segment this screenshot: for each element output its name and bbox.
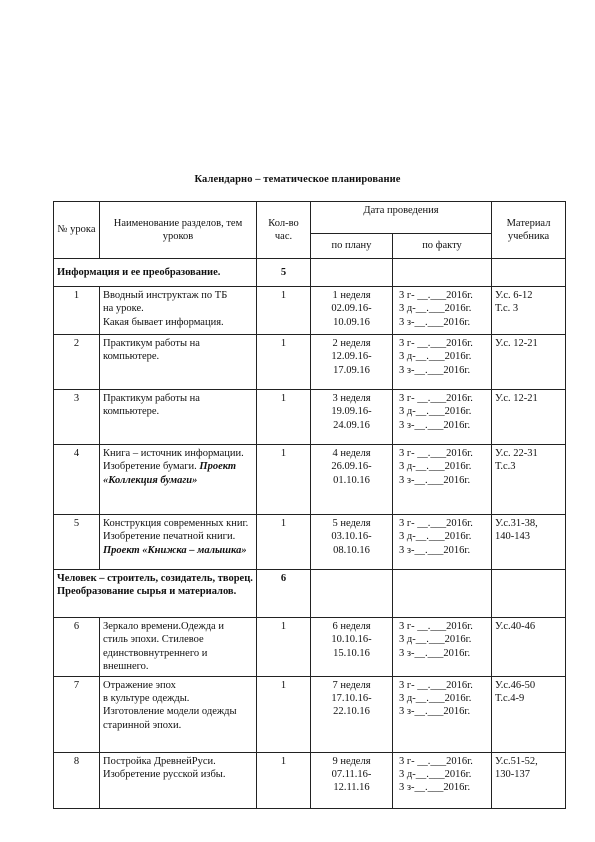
planned-date-line: 10.09.16 bbox=[333, 316, 370, 328]
section-row bbox=[54, 570, 566, 618]
planned-date bbox=[311, 515, 393, 570]
project-title: Проект «Книжка – малышка» bbox=[103, 544, 247, 556]
material-line: У.с.46-50 bbox=[495, 679, 536, 691]
actual-date-line: 3 з-__.___2016г. bbox=[399, 647, 471, 659]
section-title: Человек – строитель, созидатель, творец. Преобразование сырья и материалов. bbox=[54, 570, 257, 618]
textbook-material bbox=[492, 287, 566, 335]
actual-date-line: 3 г- __.___2016г. bbox=[399, 338, 473, 349]
lesson-number: 2 bbox=[54, 335, 100, 390]
topic-line: Вводный инструктаж по ТБ bbox=[103, 290, 228, 301]
actual-date-line: 3 з-__.___2016г. bbox=[399, 706, 471, 718]
actual-date bbox=[393, 752, 492, 808]
textbook-material bbox=[492, 676, 566, 752]
topic-line: компьютере. bbox=[103, 406, 160, 418]
section-hours: 5 bbox=[257, 259, 311, 287]
textbook-material bbox=[492, 390, 566, 445]
actual-date-line: 3 г- __.___2016г. bbox=[399, 393, 473, 404]
lesson-number: 3 bbox=[54, 390, 100, 445]
lesson-topic bbox=[100, 515, 257, 570]
actual-date-line: 3 з-__.___2016г. bbox=[399, 544, 471, 556]
planned-date-line: 07.11.16- bbox=[331, 769, 372, 781]
topic-line: единствовнутреннего и bbox=[103, 647, 208, 659]
lesson-topic bbox=[100, 752, 257, 808]
planned-date bbox=[311, 752, 393, 808]
planned-date-line: 9 неделя bbox=[332, 755, 371, 767]
material-line: Т.с.4-9 bbox=[495, 693, 525, 705]
lesson-number: 6 bbox=[54, 618, 100, 677]
topic-line: на уроке. bbox=[103, 303, 144, 315]
material-line: 140-143 bbox=[495, 531, 531, 543]
topic-line: компьютере. bbox=[103, 351, 160, 363]
lesson-row bbox=[54, 445, 566, 515]
actual-date bbox=[393, 390, 492, 445]
lesson-row bbox=[54, 390, 566, 445]
empty-cell bbox=[492, 570, 566, 618]
lesson-topic bbox=[100, 287, 257, 335]
topic-line: Зеркало времени.Одежда и bbox=[103, 621, 224, 632]
material-line: У.с. 12-21 bbox=[495, 393, 538, 404]
planned-date-line: 24.09.16 bbox=[333, 419, 370, 431]
actual-date-line: 3 з-__.___2016г. bbox=[399, 364, 471, 376]
section-hours: 6 bbox=[257, 570, 311, 618]
topic-line: внешнего. bbox=[103, 661, 149, 673]
lesson-number: 8 bbox=[54, 752, 100, 808]
actual-date-line: 3 з-__.___2016г. bbox=[399, 782, 471, 794]
lesson-row bbox=[54, 335, 566, 390]
planned-date-line: 12.11.16 bbox=[333, 782, 370, 794]
actual-date-line: 3 д-__.___2016г. bbox=[399, 303, 472, 315]
material-line: У.с.51-52, bbox=[495, 755, 538, 767]
lesson-number: 1 bbox=[54, 287, 100, 335]
material-line: У.с. 12-21 bbox=[495, 338, 538, 349]
topic-line: старинной эпохи. bbox=[103, 719, 182, 731]
material-line: Т.с. 3 bbox=[495, 303, 519, 315]
lesson-row bbox=[54, 752, 566, 808]
actual-date bbox=[393, 515, 492, 570]
planned-date-line: 2 неделя bbox=[332, 338, 371, 349]
actual-date bbox=[393, 287, 492, 335]
material-line: 130-137 bbox=[495, 769, 531, 781]
material-line: У.с.40-46 bbox=[495, 621, 536, 632]
actual-date bbox=[393, 618, 492, 677]
lesson-hours: 1 bbox=[257, 390, 311, 445]
textbook-material bbox=[492, 618, 566, 677]
actual-date-line: 3 г- __.___2016г. bbox=[399, 621, 473, 632]
planned-date bbox=[311, 445, 393, 515]
header-lesson-number: № урока bbox=[54, 202, 100, 259]
header-section-name: Наименование разделов, тем уроков bbox=[100, 202, 257, 259]
planned-date-line: 26.09.16- bbox=[331, 461, 372, 473]
actual-date-line: 3 г- __.___2016г. bbox=[399, 679, 473, 691]
header-date: Дата проведения bbox=[311, 202, 492, 234]
planned-date bbox=[311, 335, 393, 390]
lesson-topic bbox=[100, 618, 257, 677]
planned-date-line: 1 неделя bbox=[332, 290, 371, 301]
planned-date-line: 17.10.16- bbox=[331, 693, 372, 705]
planned-date-line: 19.09.16- bbox=[331, 406, 372, 418]
empty-cell bbox=[393, 570, 492, 618]
project-title: Проект «Коллекция бумаги» bbox=[103, 461, 237, 486]
planned-date bbox=[311, 676, 393, 752]
section-title: Информация и ее преобразование. bbox=[54, 259, 257, 287]
lesson-row bbox=[54, 676, 566, 752]
planned-date bbox=[311, 618, 393, 677]
textbook-material bbox=[492, 445, 566, 515]
header-by-plan: по плану bbox=[311, 234, 393, 259]
empty-cell bbox=[311, 259, 393, 287]
actual-date-line: 3 д-__.___2016г. bbox=[399, 531, 472, 543]
actual-date-line: 3 г- __.___2016г. bbox=[399, 290, 473, 301]
planned-date-line: 12.09.16- bbox=[331, 351, 372, 363]
lesson-hours: 1 bbox=[257, 287, 311, 335]
actual-date-line: 3 з-__.___2016г. bbox=[399, 474, 471, 486]
planned-date-line: 17.09.16 bbox=[333, 364, 370, 376]
lesson-number: 4 bbox=[54, 445, 100, 515]
topic-line: в культуре одежды. bbox=[103, 693, 190, 705]
empty-cell bbox=[393, 259, 492, 287]
planned-date-line: 15.10.16 bbox=[333, 647, 370, 659]
lesson-topic bbox=[100, 335, 257, 390]
lesson-hours: 1 bbox=[257, 618, 311, 677]
planned-date-line: 4 неделя bbox=[332, 448, 371, 459]
planned-date bbox=[311, 287, 393, 335]
planned-date-line: 22.10.16 bbox=[333, 706, 370, 718]
empty-cell bbox=[492, 259, 566, 287]
topic-line: Отражение эпох bbox=[103, 679, 176, 691]
lesson-hours: 1 bbox=[257, 752, 311, 808]
actual-date-line: 3 д-__.___2016г. bbox=[399, 769, 472, 781]
actual-date bbox=[393, 445, 492, 515]
planned-date-line: 3 неделя bbox=[332, 393, 371, 404]
header-by-fact: по факту bbox=[393, 234, 492, 259]
planned-date-line: 5 неделя bbox=[332, 518, 371, 529]
actual-date bbox=[393, 335, 492, 390]
planned-date-line: 03.10.16- bbox=[331, 531, 372, 543]
lesson-hours: 1 bbox=[257, 515, 311, 570]
empty-cell bbox=[311, 570, 393, 618]
material-line: У.с.31-38, bbox=[495, 518, 538, 529]
actual-date bbox=[393, 676, 492, 752]
lesson-row bbox=[54, 515, 566, 570]
material-line: У.с. 6-12 bbox=[495, 290, 533, 301]
material-line: У.с. 22-31 bbox=[495, 448, 538, 459]
actual-date-line: 3 г- __.___2016г. bbox=[399, 518, 473, 529]
topic-line: Практикум работы на bbox=[103, 338, 200, 349]
lesson-hours: 1 bbox=[257, 335, 311, 390]
planned-date-line: 10.10.16- bbox=[331, 634, 372, 646]
material-line: Т.с.3 bbox=[495, 461, 516, 473]
planned-date-line: 02.09.16- bbox=[331, 303, 372, 315]
calendar-plan-table bbox=[53, 201, 566, 809]
planned-date-line: 01.10.16 bbox=[333, 474, 370, 486]
topic-line: Изготовление модели одежды bbox=[103, 706, 237, 718]
actual-date-line: 3 з-__.___2016г. bbox=[399, 316, 471, 328]
lesson-hours: 1 bbox=[257, 676, 311, 752]
header-material: Материал учебника bbox=[492, 202, 566, 259]
topic-line: Изобретение русской избы. bbox=[103, 769, 226, 781]
planned-date-line: 08.10.16 bbox=[333, 544, 370, 556]
topic-text: Книга – источник информации. Изобретение бумаги. bbox=[103, 448, 244, 473]
planned-date bbox=[311, 390, 393, 445]
actual-date-line: 3 д-__.___2016г. bbox=[399, 461, 472, 473]
textbook-material bbox=[492, 335, 566, 390]
lesson-hours: 1 bbox=[257, 445, 311, 515]
topic-line: стиль эпохи. Стилевое bbox=[103, 634, 204, 646]
actual-date-line: 3 г- __.___2016г. bbox=[399, 448, 473, 459]
topic-line: Практикум работы на bbox=[103, 393, 200, 404]
lesson-topic bbox=[100, 390, 257, 445]
topic-line: Какая бывает информация. bbox=[103, 316, 224, 328]
lesson-number: 5 bbox=[54, 515, 100, 570]
actual-date-line: 3 д-__.___2016г. bbox=[399, 351, 472, 363]
textbook-material bbox=[492, 515, 566, 570]
lesson-row bbox=[54, 618, 566, 677]
actual-date-line: 3 д-__.___2016г. bbox=[399, 634, 472, 646]
textbook-material bbox=[492, 752, 566, 808]
lesson-number: 7 bbox=[54, 676, 100, 752]
planned-date-line: 7 неделя bbox=[332, 679, 371, 691]
actual-date-line: 3 д-__.___2016г. bbox=[399, 693, 472, 705]
topic-line: Постройка ДревнейРуси. bbox=[103, 755, 216, 767]
page-title: Календарно – тематическое планирование bbox=[194, 174, 401, 185]
lesson-topic bbox=[100, 445, 257, 515]
actual-date-line: 3 д-__.___2016г. bbox=[399, 406, 472, 418]
header-hours: Кол-во час. bbox=[257, 202, 311, 259]
topic-text: Конструкция современных книг. Изобретение печатной книги. bbox=[103, 518, 249, 543]
lesson-topic bbox=[100, 676, 257, 752]
actual-date-line: 3 з-__.___2016г. bbox=[399, 419, 471, 431]
actual-date-line: 3 г- __.___2016г. bbox=[399, 755, 473, 767]
section-row bbox=[54, 259, 566, 287]
planned-date-line: 6 неделя bbox=[332, 621, 371, 632]
lesson-row bbox=[54, 287, 566, 335]
